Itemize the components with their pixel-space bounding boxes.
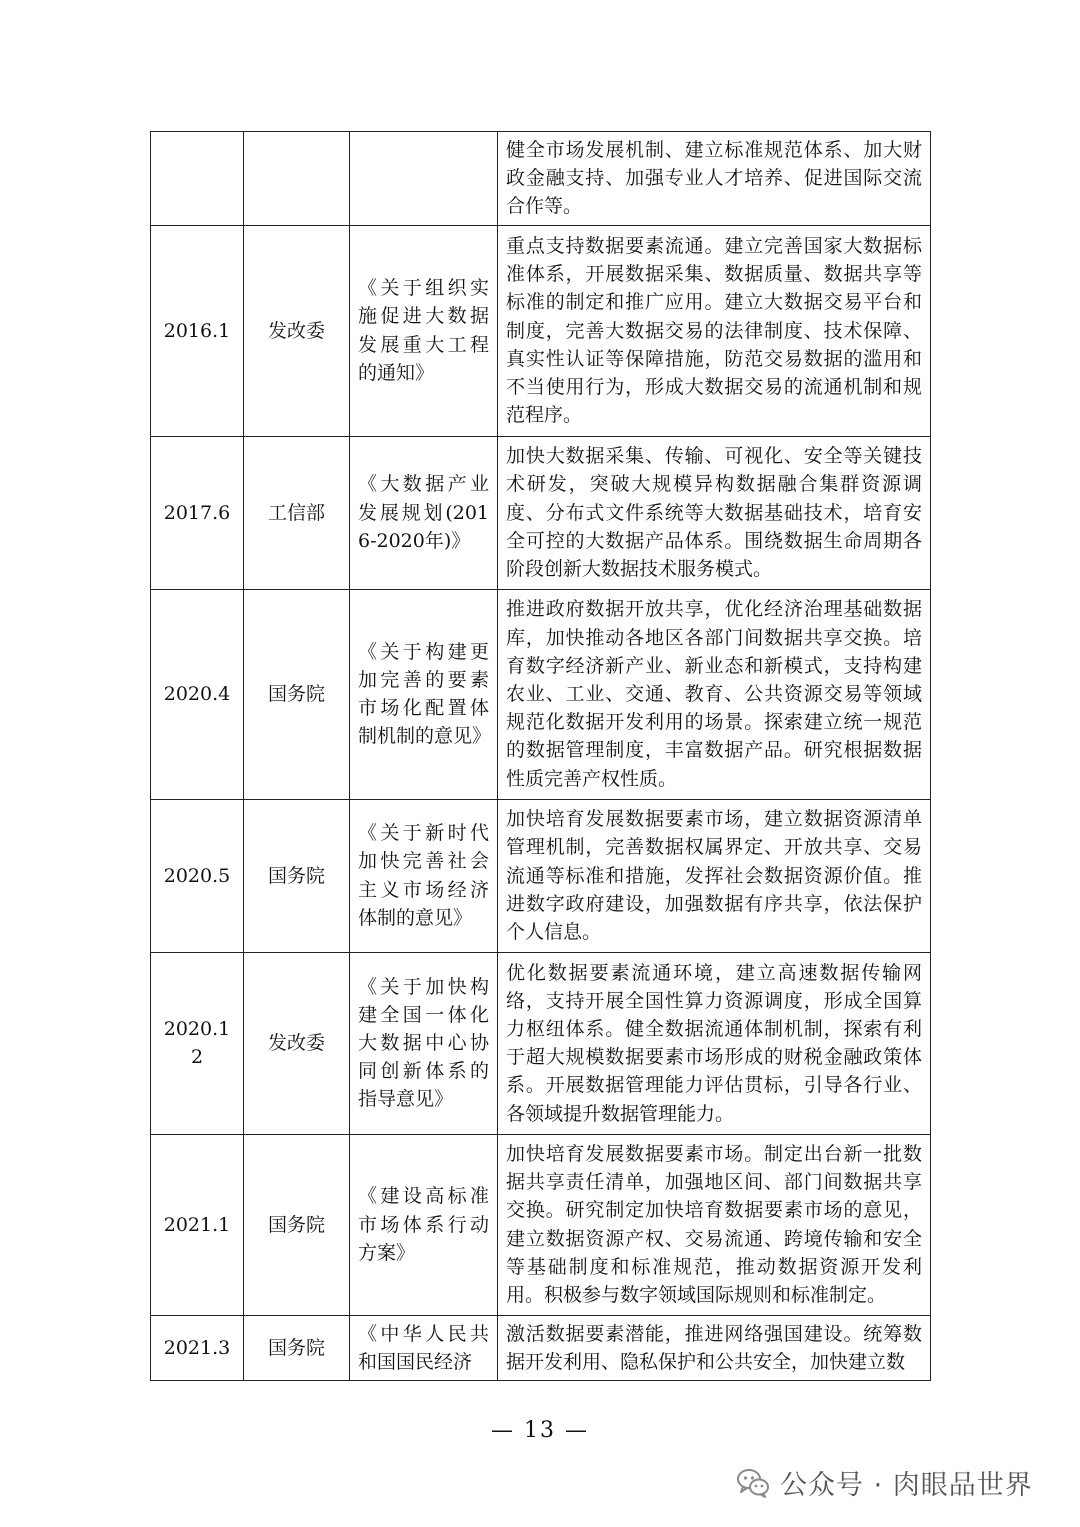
department-cell: 国务院 bbox=[244, 589, 350, 799]
date-cell bbox=[151, 132, 244, 226]
policy-content-cell: 健全市场发展机制、建立标准规范体系、加大财政金融支持、加强专业人才培养、促进国际交流合作等。 bbox=[498, 132, 931, 226]
table-row bbox=[151, 799, 931, 952]
policy-name-cell: 《建设高标准市场体系行动方案》 bbox=[350, 1134, 498, 1315]
department-cell: 发改委 bbox=[244, 225, 350, 436]
department-cell bbox=[244, 132, 350, 226]
table-row bbox=[151, 589, 931, 799]
date-cell: 2020.5 bbox=[151, 799, 244, 952]
policy-name-cell: 《大数据产业发展规划(2016-2020年)》 bbox=[350, 436, 498, 589]
department-cell: 国务院 bbox=[244, 1134, 350, 1315]
policy-content-cell: 重点支持数据要素流通。建立完善国家大数据标准体系，开展数据采集、数据质量、数据共享等标准的制定和推广应用。建立大数据交易平台和制度，完善大数据交易的法律制度、技术保障、真实性认证等保障措施，防范交易数据的滥用和不当使用行为，形成大数据交易的流通机制和规范程序。 bbox=[498, 225, 931, 436]
department-cell: 发改委 bbox=[244, 952, 350, 1134]
date-cell: 2017.6 bbox=[151, 436, 244, 589]
policy-table bbox=[150, 131, 931, 1381]
policy-name-cell: 《关于加快构建全国一体化大数据中心协同创新体系的指导意见》 bbox=[350, 952, 498, 1134]
department-cell: 国务院 bbox=[244, 799, 350, 952]
policy-name-cell: 《关于构建更加完善的要素市场化配置体制机制的意见》 bbox=[350, 589, 498, 799]
table-row bbox=[151, 952, 931, 1134]
table-row bbox=[151, 225, 931, 436]
date-cell: 2016.1 bbox=[151, 225, 244, 436]
watermark bbox=[736, 1463, 1033, 1502]
policy-content-cell: 加快培育发展数据要素市场，建立数据资源清单管理机制，完善数据权属界定、开放共享、交易流通等标准和措施，发挥社会数据资源价值。推进数字政府建设，加强数据有序共享，依法保护个人信息。 bbox=[498, 799, 931, 952]
page-number: — 13 — bbox=[491, 1418, 589, 1443]
policy-content-cell: 加快培育发展数据要素市场。制定出台新一批数据共享责任清单，加强地区间、部门间数据共享交换。研究制定加快培育数据要素市场的意见，建立数据资源产权、交易流通、跨境传输和安全等基础制度和标准规范，推动数据资源开发利用。积极参与数字领域国际规则和标准制定。 bbox=[498, 1134, 931, 1315]
date-cell: 2021.1 bbox=[151, 1134, 244, 1315]
policy-table-body bbox=[151, 132, 931, 1381]
table-row bbox=[151, 436, 931, 589]
policy-content-cell: 激活数据要素潜能，推进网络强国建设。统筹数据开发利用、隐私保护和公共安全，加快建立数 bbox=[498, 1315, 931, 1380]
table-row bbox=[151, 1315, 931, 1380]
policy-name-cell: 《中华人民共和国国民经济 bbox=[350, 1315, 498, 1380]
watermark-text: 公众号 · 肉眼品世界 bbox=[780, 1470, 1033, 1501]
policy-name-cell bbox=[350, 132, 498, 226]
policy-name-cell: 《关于组织实施促进大数据发展重大工程的通知》 bbox=[350, 225, 498, 436]
wechat-icon bbox=[736, 1466, 770, 1500]
date-cell: 2020.12 bbox=[151, 952, 244, 1134]
date-cell: 2021.3 bbox=[151, 1315, 244, 1380]
policy-name-cell: 《关于新时代加快完善社会主义市场经济体制的意见》 bbox=[350, 799, 498, 952]
department-cell: 工信部 bbox=[244, 436, 350, 589]
policy-content-cell: 加快大数据采集、传输、可视化、安全等关键技术研发，突破大规模异构数据融合集群资源调度、分布式文件系统等大数据基础技术，培育安全可控的大数据产品体系。围绕数据生命周期各阶段创新大数据技术服务模式。 bbox=[498, 436, 931, 589]
policy-content-cell: 推进政府数据开放共享，优化经济治理基础数据库，加快推动各地区各部门间数据共享交换。培育数字经济新产业、新业态和新模式，支持构建农业、工业、交通、教育、公共资源交易等领域规范化数据开发利用的场景。探索建立统一规范的数据管理制度，丰富数据产品。研究根据数据性质完善产权性质。 bbox=[498, 589, 931, 799]
table-row bbox=[151, 1134, 931, 1315]
date-cell: 2020.4 bbox=[151, 589, 244, 799]
policy-content-cell: 优化数据要素流通环境，建立高速数据传输网络，支持开展全国性算力资源调度，形成全国算力枢纽体系。健全数据流通体制机制，探索有利于超大规模数据要素市场形成的财税金融政策体系。开展数据管理能力评估贯标，引导各行业、各领域提升数据管理能力。 bbox=[498, 952, 931, 1134]
department-cell: 国务院 bbox=[244, 1315, 350, 1380]
table-row bbox=[151, 132, 931, 226]
